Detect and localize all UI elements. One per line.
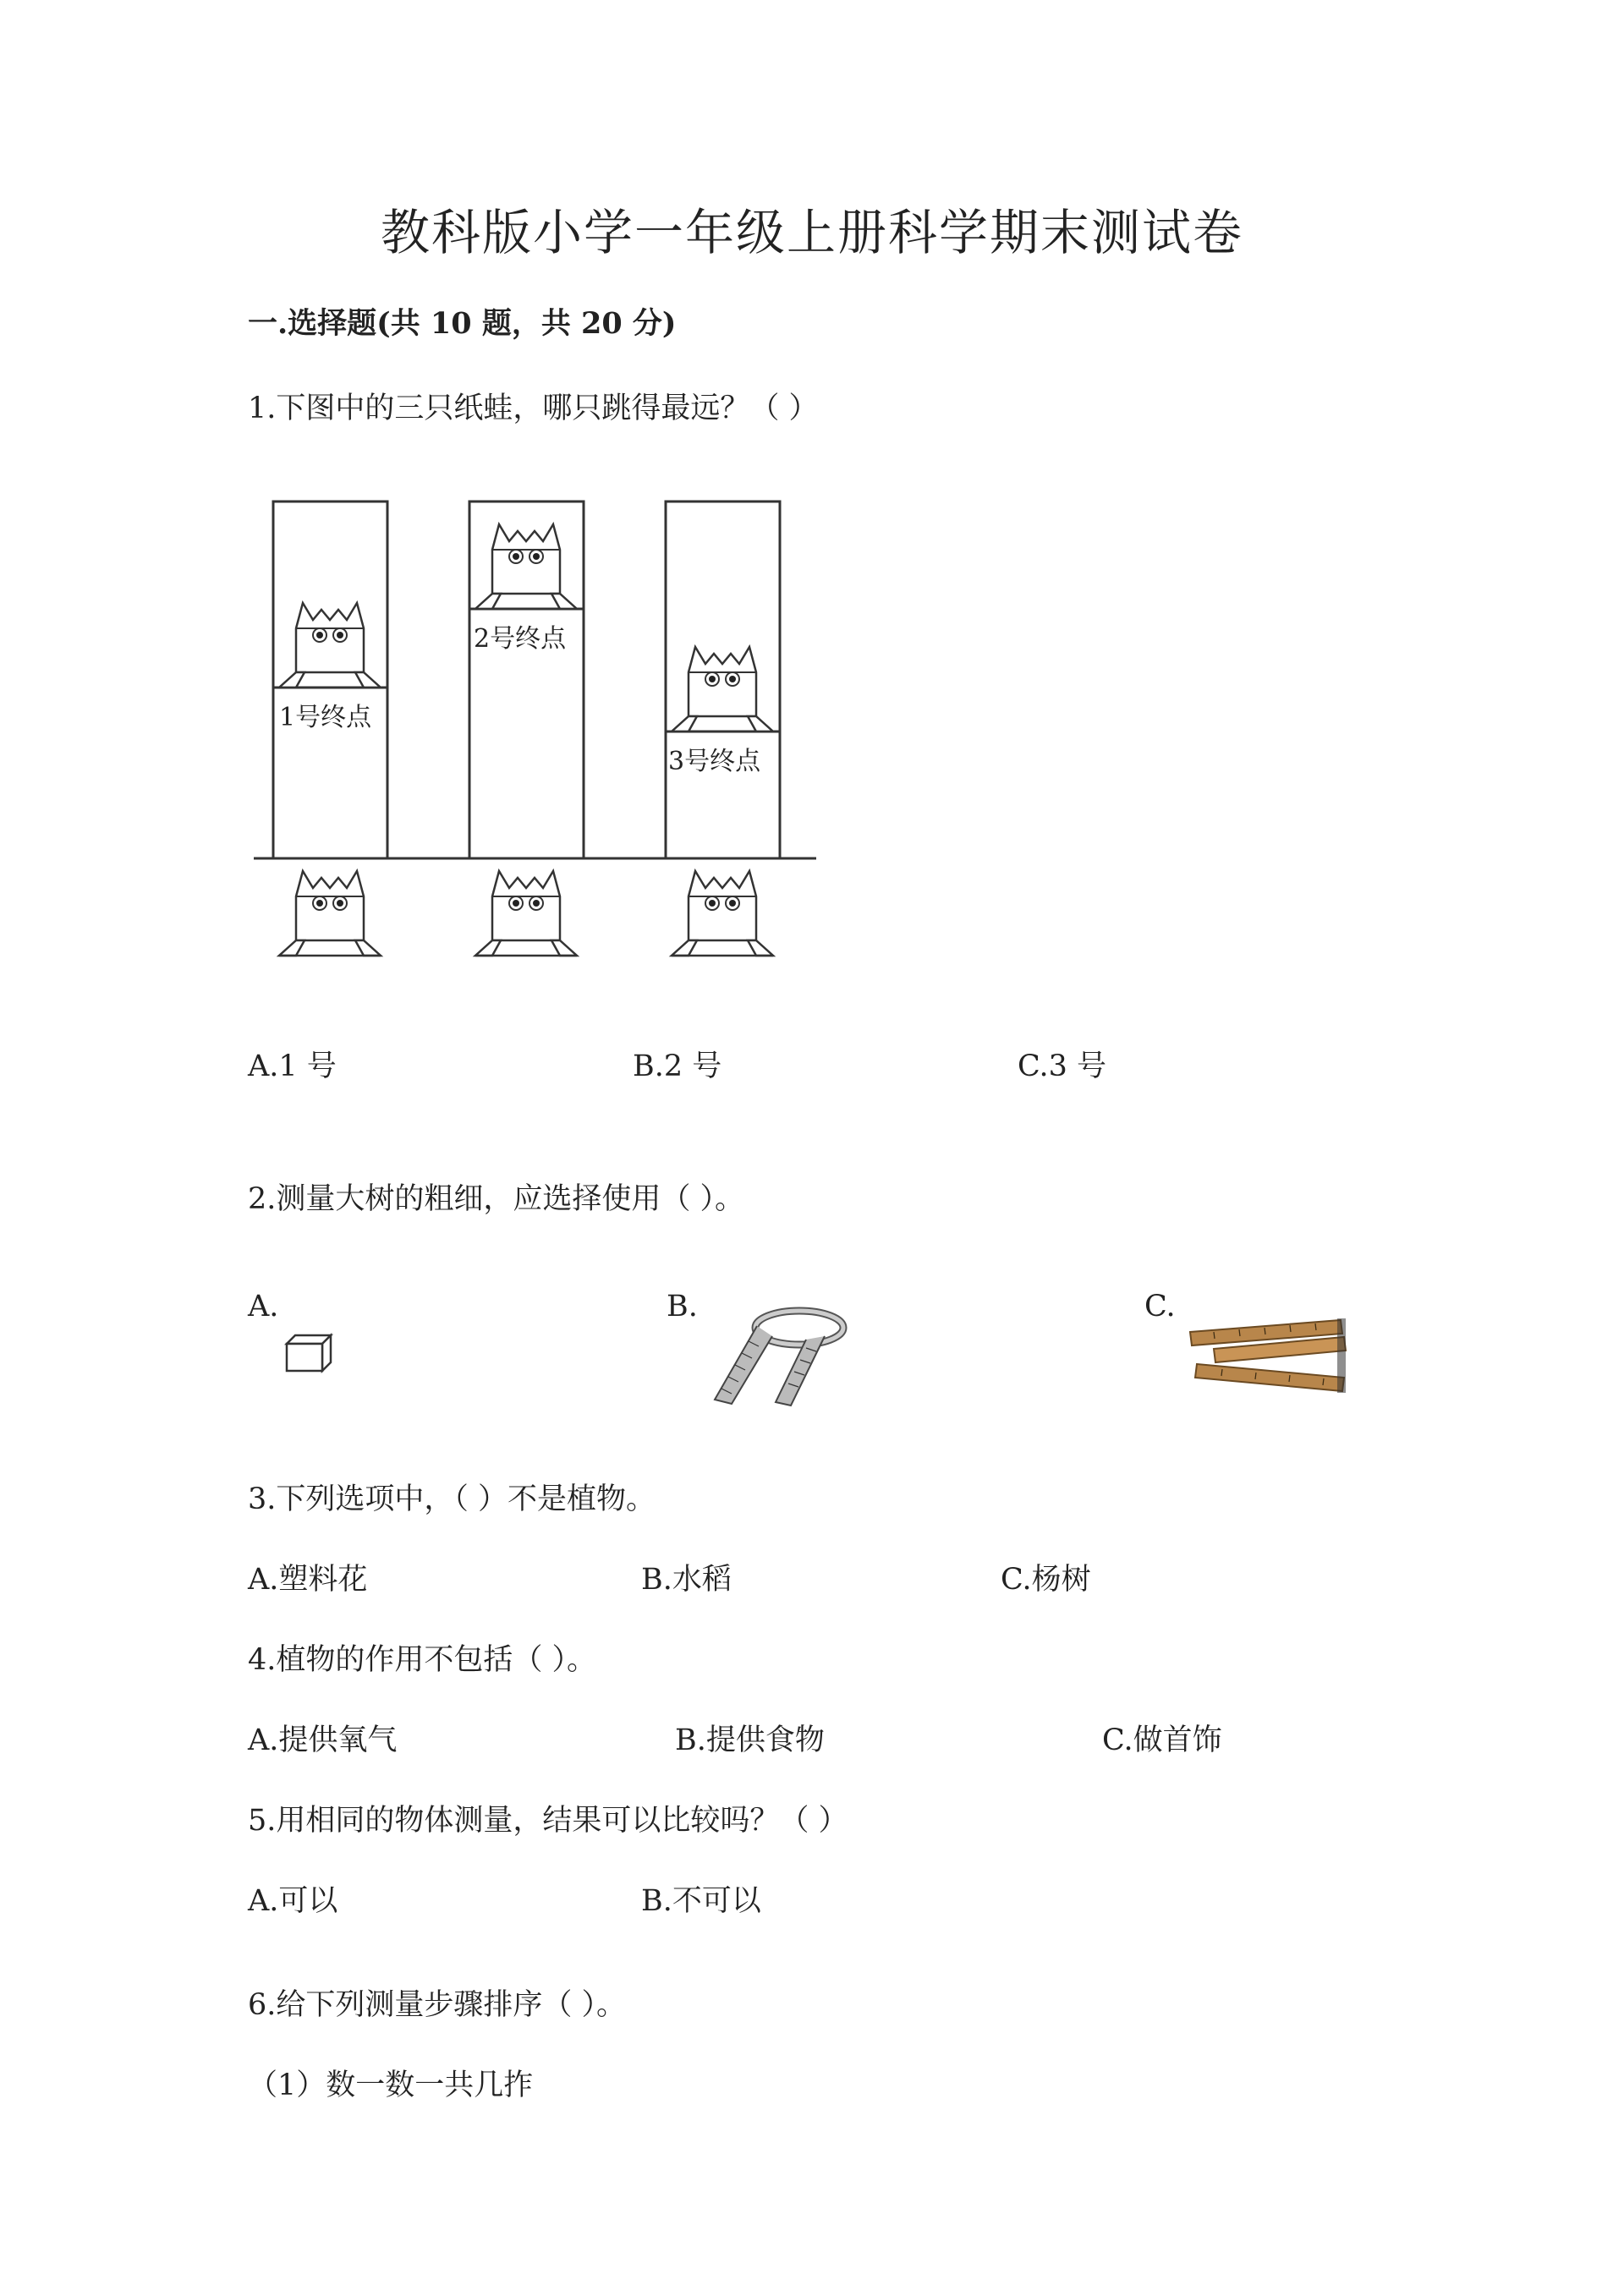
question-1: 1.下图中的三只纸蛙，哪只跳得最远？（ ） (248, 392, 819, 425)
q3-option-b[interactable]: B.水稻 (641, 1563, 732, 1597)
section-heading: 一.选择题(共 10 题，共 20 分) (248, 306, 677, 341)
question-5: 5.用相同的物体测量，结果可以比较吗？（ ） (248, 1804, 848, 1838)
q1-option-c[interactable]: C.3 号 (1018, 1049, 1107, 1083)
question-3: 3.下列选项中，（ ）不是植物。 (248, 1482, 656, 1516)
finish-label-2: 2号终点 (474, 624, 567, 654)
q2-option-b[interactable]: B. (667, 1290, 698, 1323)
q2-option-a[interactable]: A. (248, 1290, 279, 1323)
folding-ruler-icon (1188, 1315, 1349, 1403)
tape-measure-icon (698, 1302, 850, 1416)
page-title: 教科版小学一年级上册科学期末测试卷 (380, 204, 1243, 261)
q3-option-a[interactable]: A.塑料花 (248, 1563, 368, 1597)
q4-option-a[interactable]: A.提供氧气 (248, 1723, 398, 1757)
question-6: 6.给下列测量步骤排序（ ）。 (248, 1988, 627, 2022)
q6-step-1: （1）数一数一共几拃 (248, 2069, 534, 2102)
frog-2-start (475, 871, 577, 956)
frog-2-finish (475, 524, 577, 609)
question-2: 2.测量大树的粗细，应选择使用（ ）。 (248, 1182, 745, 1216)
q4-option-b[interactable]: B.提供食物 (675, 1723, 825, 1757)
frog-1-finish (279, 603, 381, 688)
cube-icon (283, 1332, 334, 1378)
frog-1-start (279, 871, 381, 956)
frog-3-start (672, 871, 773, 956)
q4-option-c[interactable]: C.做首饰 (1102, 1723, 1222, 1757)
q3-option-c[interactable]: C.杨树 (1001, 1563, 1091, 1597)
q1-option-a[interactable]: A.1 号 (248, 1049, 337, 1083)
q5-option-b[interactable]: B.不可以 (641, 1884, 761, 1918)
frog-3-finish (672, 647, 773, 732)
q1-option-b[interactable]: B.2 号 (633, 1049, 722, 1083)
q5-option-a[interactable]: A.可以 (248, 1884, 338, 1918)
finish-label-3: 3号终点 (668, 747, 761, 776)
question-4: 4.植物的作用不包括（ ）。 (248, 1643, 597, 1677)
finish-label-1: 1号终点 (279, 703, 372, 732)
q2-option-c[interactable]: C. (1144, 1290, 1176, 1323)
frog-jump-figure (245, 490, 837, 984)
